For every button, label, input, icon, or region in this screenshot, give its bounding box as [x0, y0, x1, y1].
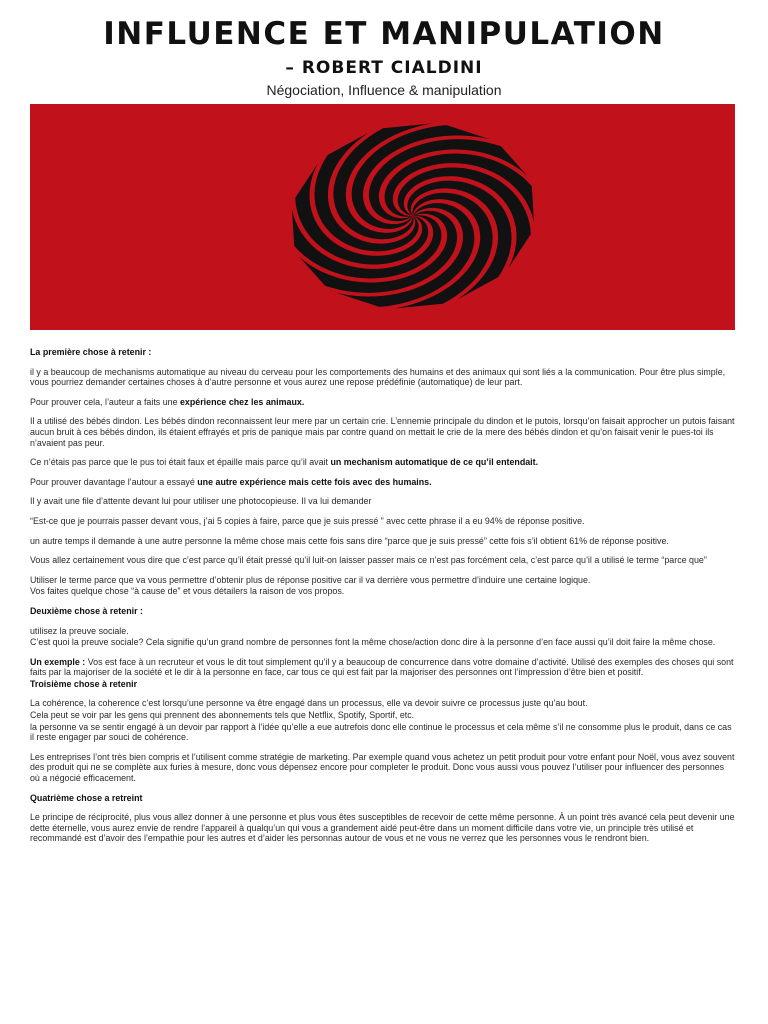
document-tagline: Négociation, Influence & manipulation — [266, 82, 502, 98]
paragraph: Cela peut se voir par les gens qui prennent des abonnements tels que Netflix, Spotify, Sportif, etc. — [30, 710, 415, 721]
paragraph: Vos faites quelque chose “à cause de” et vous détailers la raison de vos propos. — [30, 586, 345, 597]
paragraph: La cohérence, la coherence c’est lorsqu’une personne va être engagé dans un processus, elle va devoir suivre ce processus juste qu’au bout. — [30, 698, 588, 709]
section-heading-4: Quatrième chose a retreint — [30, 792, 143, 803]
paragraph: utilisez la preuve sociale. — [30, 625, 129, 636]
paragraph: Il a utilisé des bébés dindon. Les bébés dindon reconnaissent leur mere par un certain crie. L’ennemie principale du dindon et le putois, lorsqu’on faisait approcher un putois faisant aucun bruit à ces bébés dindon, ils étaient effrayés et pris de panique mais par contre quand on mettait le crie de la mere des bébés dindon et qu’on faisait venir le pues-toi ils n’avaient pas peur. — [30, 416, 735, 448]
paragraph: la personne va se sentir engagé à un devoir par rapport à l’idée qu’elle a eue autrefois donc elle continue le processus et cela même s’il ne consomme plus le produit, dans ce cas il reste engager par souci de cohérence. — [30, 721, 732, 743]
paragraph: Vous allez certainement vous dire que c’est parce qu’il était pressé qu’il luit-on laisser passer mais ce n’est pas forcément cela, c’est parce qu’il a utilisé le terme “parce que” — [30, 555, 707, 566]
paragraph: il y a beaucoup de mechanisms automatique au niveau du cerveau pour les comportements des humains et des animaux qui sont liés a la communication. Pour être plus simple, vous pourriez demander certaines choses à d’autre personne et vous aurez une repose prédéfinie (automatique) de leur part. — [30, 366, 726, 388]
document-body — [30, 347, 735, 853]
paragraph: Les entreprises l’ont très bien compris et l’utilisent comme stratégie de marketing. Par exemple quand vous achetez un petit produit pour votre enfant pour Noël, vous avez souvent des produit qui ne se complète aux furies à mesure, donc vous dépensez encore pour completer le produit. Donc vous aussi vous pouvez l’utiliser pour influencer des personnes où a négocié efficacement. — [30, 751, 735, 784]
hypnotic-spiral-icon — [30, 104, 735, 330]
paragraph: Pour prouver davantage l’autour a essayé une autre expérience mais cette fois avec des humains. — [30, 476, 432, 487]
paragraph: “Est-ce que je pourrais passer devant vous, j’ai 5 copies à faire, parce que je suis pressé ” avec cette phrase il a eu 94% de réponse positive. — [30, 515, 585, 526]
paragraph: Utiliser le terme parce que va vous permettre d’obtenir plus de réponse positive car il va derrière vous permettre d’induire une certaine logique. — [30, 574, 591, 585]
document-author: – ROBERT CIALDINI — [285, 58, 483, 78]
paragraph: C’est quoi la preuve sociale? Cela signifie qu’un grand nombre de personnes font la même chose/action donc dire à la personne d’en face aussi qu’il doit faire la même chose. — [30, 637, 716, 648]
document-title: INFLUENCE ET MANIPULATION — [103, 16, 665, 52]
paragraph: Ce n’étais pas parce que le pus toi était faux et épaille mais parce qu’il avait un mechanism automatique de ce qu’il entendait. — [30, 457, 539, 468]
paragraph: Un exemple : Vos est face à un recruteur et vous le dit tout simplement qu’il y a beaucoup de concurrence dans votre domaine d’activité. Utilisé des exemples des choses qui sont faits par la majoriser de la société et le dir à la personne en face, car tous ce qui est fait par la majoriser des personnes ont l’impression d’être bien et positif. — [30, 656, 734, 678]
paragraph: Pour prouver cela, l’auteur a faits une expérience chez les animaux. — [30, 396, 305, 407]
hypnotic-spiral-banner — [30, 104, 735, 330]
paragraph: un autre temps il demande à une autre personne la même chose mais cette fois sans dire “parce que je suis pressé” cette fois s’il obtient 61% de réponse positive. — [30, 535, 669, 546]
paragraph: Le principe de réciprocité, plus vous allez donner à une personne et plus vous êtes susceptibles de recevoir de cette même personne. À un point très avancé cela peut devenir une dette éternelle, vous aurez envie de rendre l’appareil à qualqu’un qui vous a grandement aidé peut-être dans un moment difficile dans votre vie, un principle très utilisé et recommandé est d’avoir des l’empathie pour les autres et d’aider les personnas autour de vous et ne vous ne verrez que les personnes vous le rendront bien. — [30, 812, 735, 844]
section-heading-1: La première chose à retenir : — [30, 347, 152, 357]
section-heading-2: Deuxième chose à retenir : — [30, 605, 143, 616]
section-heading-3: Troisième chose à retenir — [30, 678, 138, 689]
paragraph: Il y avait une file d’attente devant lui pour utiliser une photocopieuse. Il va lui demander — [30, 496, 372, 507]
